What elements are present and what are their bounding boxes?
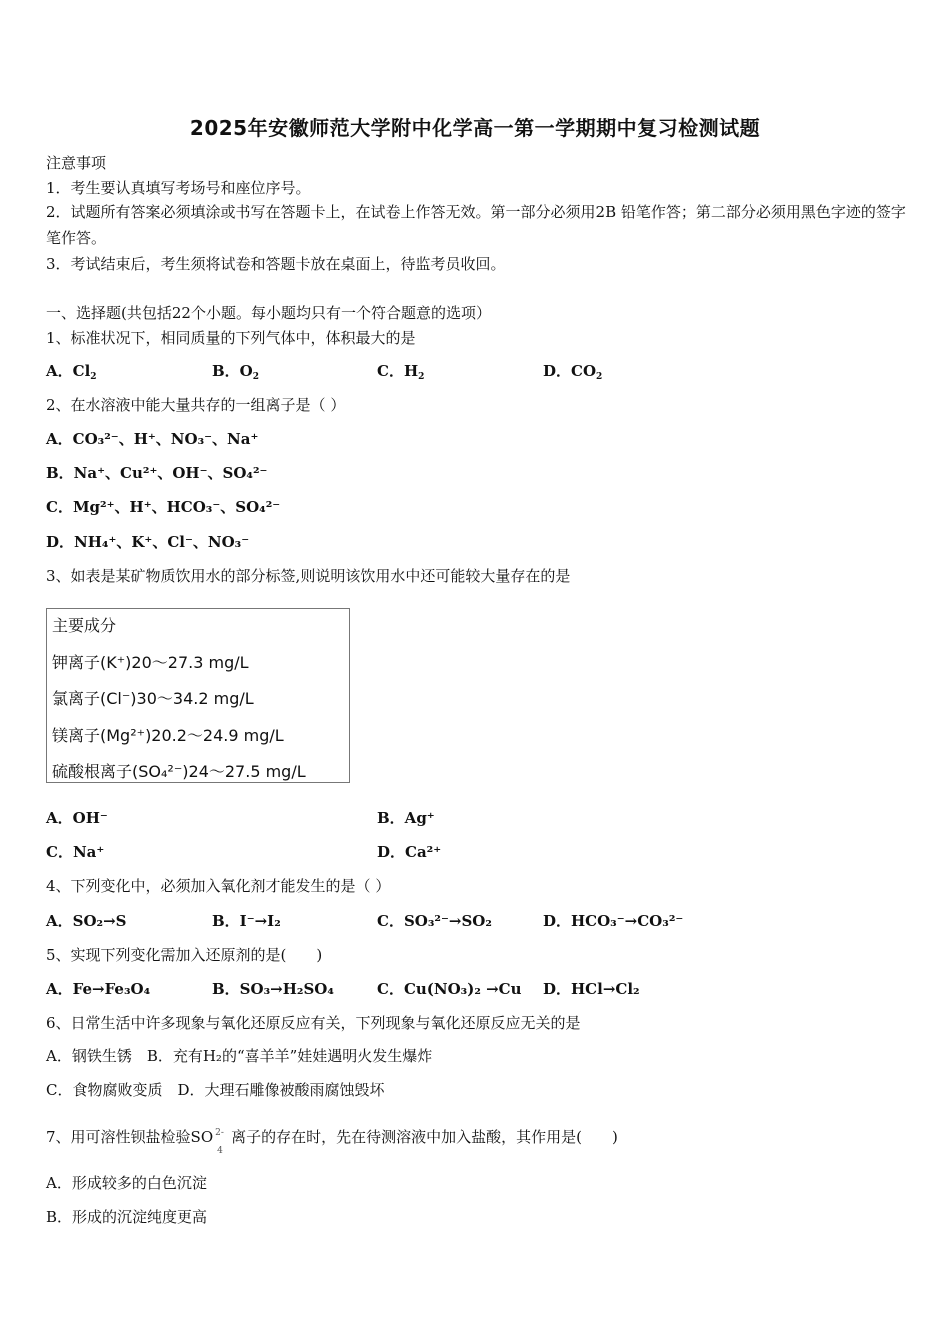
- q6-options-line-2: C．食物腐败变质 D．大理石雕像被酸雨腐蚀毁坏: [46, 1081, 385, 1099]
- q7-option-a: A．形成较多的白色沉淀: [46, 1174, 207, 1192]
- page-title: 2025年安徽师范大学附中化学高一第一学期期中复习检测试题: [189, 116, 761, 140]
- q5-option-c: C．Cu(NO₃)₂ →Cu: [377, 980, 522, 998]
- q1-option-a: A．$Cl_2$: [46, 362, 97, 382]
- question-6-stem: 6、日常生活中许多现象与氧化还原反应有关，下列现象与氧化还原反应无关的是: [46, 1014, 581, 1032]
- q3-option-d: D．Ca²⁺: [377, 843, 442, 861]
- q2-option-c: C．Mg²⁺、H⁺、HCO₃⁻、SO₄²⁻: [46, 498, 281, 516]
- q5-option-a: A．Fe→Fe₃O₄: [46, 980, 151, 998]
- table-row: 钾离子(K⁺)20～27.3 mg/L: [52, 653, 249, 672]
- q1-option-b: B．$O_2$: [212, 362, 260, 382]
- table-row: 镁离子(Mg²⁺)20.2～24.9 mg/L: [52, 726, 284, 745]
- q6-options-line-1: A．钢铁生锈 B．充有H₂的“喜羊羊”娃娃遇明火发生爆炸: [46, 1047, 433, 1065]
- q1-option-d: D．$CO_2$: [543, 362, 603, 382]
- sulfate-subscript: 4: [217, 1146, 223, 1156]
- question-5-stem: 5、实现下列变化需加入还原剂的是( ): [46, 946, 323, 964]
- q1-option-c: C．$H_2$: [377, 362, 425, 382]
- q4-option-d: D．HCO₃⁻→CO₃²⁻: [543, 912, 684, 930]
- q2-option-a: A．CO₃²⁻、H⁺、NO₃⁻、Na⁺: [46, 430, 259, 448]
- q2-option-b: B．Na⁺、Cu²⁺、OH⁻、SO₄²⁻: [46, 464, 268, 482]
- question-1-stem: 1、标准状况下，相同质量的下列气体中，体积最大的是: [46, 329, 416, 347]
- q3-option-b: B．Ag⁺: [377, 809, 435, 827]
- sulfate-charge: 2-: [215, 1128, 224, 1138]
- notice-item: 1．考生要认真填写考场号和座位序号。: [46, 179, 311, 197]
- notice-item: 3．考试结束后，考生须将试卷和答题卡放在桌面上，待监考员收回。: [46, 255, 506, 273]
- question-7-stem: 7、用可溶性钡盐检验SO 2- 4 离子的存在时，先在待测溶液中加入盐酸，其作用是( ): [46, 1128, 618, 1156]
- table-row: 硫酸根离子(SO₄²⁻)24～27.5 mg/L: [52, 762, 306, 781]
- table-header: 主要成分: [52, 616, 117, 635]
- question-4-stem: 4、下列变化中，必须加入氧化剂才能发生的是（ ）: [46, 877, 391, 895]
- q7-option-b: B．形成的沉淀纯度更高: [46, 1208, 208, 1226]
- q5-option-b: B．SO₃→H₂SO₄: [212, 980, 334, 998]
- q5-option-d: D．HCl→Cl₂: [543, 980, 640, 998]
- q4-option-a: A．SO₂→S: [46, 912, 127, 930]
- mineral-water-label-table: [46, 608, 350, 783]
- q4-option-c: C．SO₃²⁻→SO₂: [377, 912, 492, 930]
- q4-option-b: B．I⁻→I₂: [212, 912, 281, 930]
- q3-option-a: A．OH⁻: [46, 809, 108, 827]
- q3-option-c: C．Na⁺: [46, 843, 105, 861]
- question-3-stem: 3、如表是某矿物质饮用水的部分标签,则说明该饮用水中还可能较大量存在的是: [46, 567, 571, 585]
- table-row: 氯离子(Cl⁻)30～34.2 mg/L: [52, 689, 254, 708]
- notice-heading: 注意事项: [46, 154, 107, 172]
- notice-item: 2．试题所有答案必须填涂或书写在答题卡上，在试卷上作答无效。第一部分必须用2B 铅笔作答；第二部分必须用黑色字迹的签字笔作答。: [46, 203, 906, 247]
- q2-option-d: D．NH₄⁺、K⁺、Cl⁻、NO₃⁻: [46, 533, 250, 551]
- section-heading: 一、选择题(共包括22个小题。每小题均只有一个符合题意的选项）: [46, 304, 491, 322]
- question-2-stem: 2、在水溶液中能大量共存的一组离子是（ ）: [46, 396, 346, 414]
